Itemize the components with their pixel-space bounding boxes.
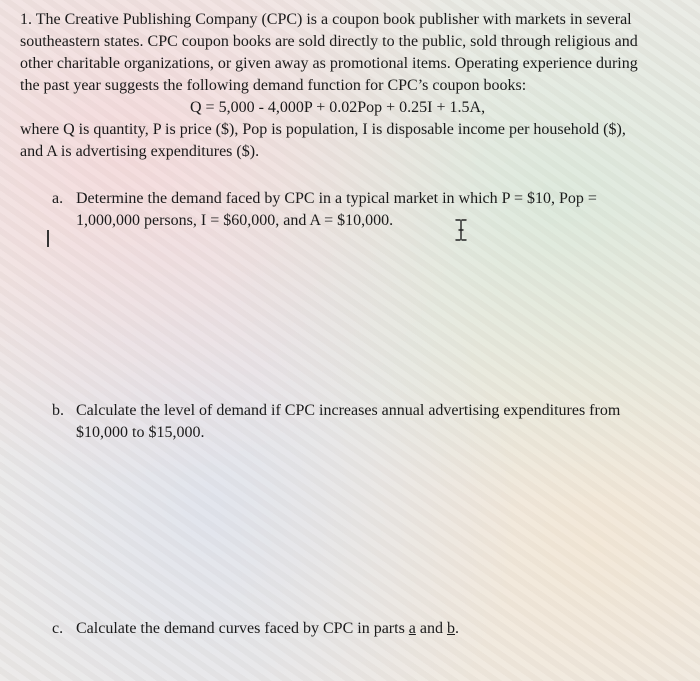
part-c-ref-a: a bbox=[408, 620, 416, 637]
part-c-text: Calculate the demand curves faced by CPC in parts bbox=[76, 620, 409, 637]
intro-line-1: 1. The Creative Publishing Company (CPC) is a coupon book publisher with markets in several bbox=[20, 11, 632, 28]
intro-line-3: other charitable organizations, or given away as promotional items. Operating experience during bbox=[20, 55, 638, 72]
part-b-line-2: $10,000 to $15,000. bbox=[76, 424, 205, 441]
part-c-text-mid: and bbox=[415, 620, 448, 637]
part-a bbox=[52, 188, 597, 232]
ibeam-cursor-icon bbox=[455, 219, 467, 241]
intro-line-2: southeastern states. CPC coupon books are sold directly to the public, sold through religious and bbox=[20, 33, 638, 50]
part-a-line-2: 1,000,000 persons, I = $60,000, and A = $10,000. bbox=[76, 212, 394, 229]
part-a-line-1: Determine the demand faced by CPC in a typical market in which P = $10, Pop = bbox=[76, 190, 597, 207]
definitions-line-2: and A is advertising expenditures ($). bbox=[20, 143, 260, 160]
part-c bbox=[52, 618, 459, 640]
problem-statement bbox=[20, 9, 638, 163]
text-caret bbox=[47, 230, 49, 247]
intro-line-4: the past year suggests the following demand function for CPC’s coupon books: bbox=[20, 77, 527, 94]
part-c-text-end: . bbox=[455, 620, 460, 637]
definitions-line-1: where Q is quantity, P is price ($), Pop is population, I is disposable income per household ($), bbox=[20, 121, 626, 138]
part-c-ref-b: b bbox=[447, 620, 456, 637]
part-a-marker: a. bbox=[52, 190, 64, 207]
part-c-marker: c. bbox=[52, 620, 64, 637]
demand-equation: Q = 5,000 - 4,000P + 0.02Pop + 0.25I + 1.5A, bbox=[190, 99, 486, 116]
part-b bbox=[52, 400, 620, 444]
part-b-marker: b. bbox=[52, 402, 64, 419]
part-b-line-1: Calculate the level of demand if CPC increases annual advertising expenditures from bbox=[76, 402, 621, 419]
